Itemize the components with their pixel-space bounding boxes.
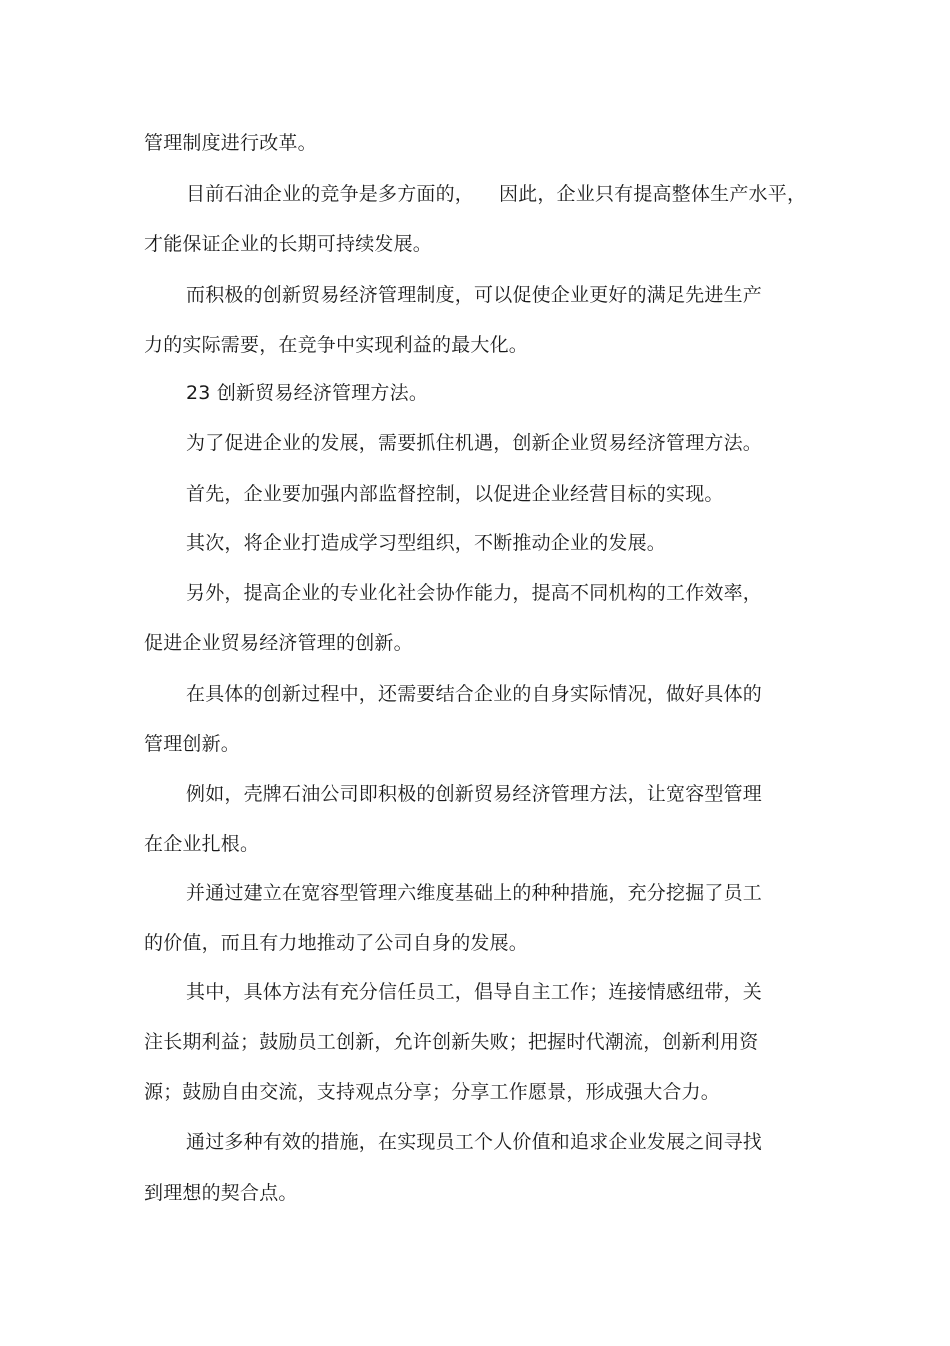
text-line: 促进企业贸易经济管理的创新。 [144, 632, 413, 654]
paragraph-start: 并通过建立在宽容型管理六维度基础上的种种措施，充分挖掘了员工 [186, 882, 763, 904]
text-line: 管理制度进行改革。 [144, 132, 317, 154]
text-line: 的价值，而且有力地推动了公司自身的发展。 [144, 932, 529, 954]
paragraph-start: 目前石油企业的竞争是多方面的， 因此，企业只有提高整体生产水平， [186, 183, 807, 205]
section-heading: 23 创新贸易经济管理方法。 [186, 382, 429, 404]
text-line: 在企业扎根。 [144, 833, 260, 855]
paragraph-start: 另外，提高企业的专业化社会协作能力，提高不同机构的工作效率， [186, 582, 763, 604]
text-line: 注长期利益；鼓励员工创新，允许创新失败；把握时代潮流，创新利用资 [144, 1031, 759, 1053]
paragraph-start: 其中，具体方法有充分信任员工，倡导自主工作；连接情感纽带，关 [186, 981, 763, 1003]
paragraph-start: 例如，壳牌石油公司即积极的创新贸易经济管理方法，让宽容型管理 [186, 783, 763, 805]
text-line: 源；鼓励自由交流，支持观点分享；分享工作愿景，形成强大合力。 [144, 1081, 721, 1103]
text-line: 才能保证企业的长期可持续发展。 [144, 233, 433, 255]
text-line: 管理创新。 [144, 733, 241, 755]
paragraph-start: 在具体的创新过程中，还需要结合企业的自身实际情况，做好具体的 [186, 683, 763, 705]
paragraph-start: 通过多种有效的措施，在实现员工个人价值和追求企业发展之间寻找 [186, 1131, 763, 1153]
paragraph-start: 首先，企业要加强内部监督控制，以促进企业经营目标的实现。 [186, 483, 724, 505]
text-line: 到理想的契合点。 [144, 1182, 298, 1204]
paragraph-start: 而积极的创新贸易经济管理制度，可以促使企业更好的满足先进生产 [186, 284, 763, 306]
paragraph-start: 为了促进企业的发展，需要抓住机遇，创新企业贸易经济管理方法。 [186, 432, 763, 454]
text-line: 力的实际需要，在竞争中实现利益的最大化。 [144, 334, 529, 356]
paragraph-start: 其次，将企业打造成学习型组织，不断推动企业的发展。 [186, 532, 667, 554]
